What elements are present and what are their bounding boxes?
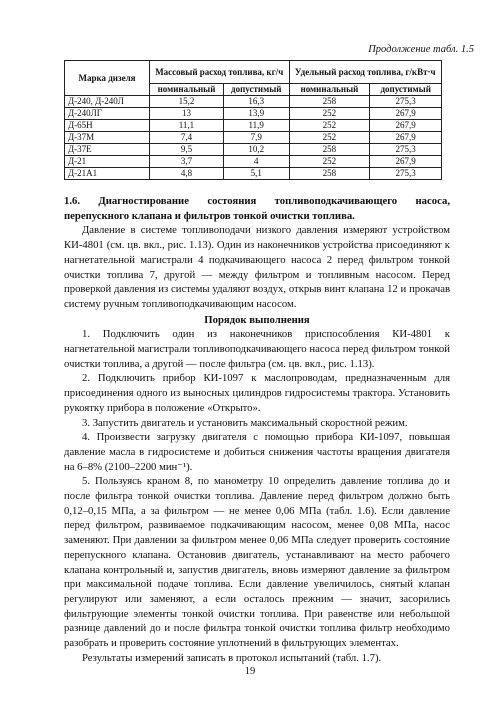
table-row: [65, 144, 442, 156]
cell-value: 267,9: [370, 120, 442, 132]
cell-value: 13,9: [223, 108, 289, 120]
cell-value: 275,3: [370, 144, 442, 156]
cell-brand: Д-240, Д-240Л: [65, 96, 150, 108]
header-mass-flow: Массовый расход топлива, кг/ч: [150, 61, 290, 84]
page-number: 19: [244, 666, 256, 677]
cell-value: 10,2: [223, 144, 289, 156]
subheader-allowable: допустимый: [370, 84, 442, 96]
table-row: [65, 168, 442, 180]
cell-value: 252: [289, 132, 370, 144]
cell-value: 252: [289, 156, 370, 168]
step-3: 3. Запустить двигатель и установить максимальный скоростной режим.: [82, 416, 408, 429]
cell-brand: Д-65Н: [65, 120, 150, 132]
cell-value: 15,2: [150, 96, 224, 108]
cell-brand: Д-21А1: [65, 168, 150, 180]
table-row: [65, 120, 442, 132]
cell-brand: Д-240ЛГ: [65, 108, 150, 120]
subheader-allowable: допустимый: [223, 84, 289, 96]
section-heading: 1.6. Диагностирование состояния топливоподкачивающего насоса, перепускного клапана и фильтров тонкой очистки топлива.: [64, 195, 450, 222]
cell-value: 252: [289, 120, 370, 132]
intro-paragraph: Давление в системе топливоподачи низкого давления измеряют устройством КИ-4801 (см. цв. вкл., рис. 1.13). Один из наконечников устройства присоединяют к нагнетательной магистрали 4 подкачивающего насоса 2 перед фильтром тонкой очистки топлива 7, другой — между фильтром и топливным насосом. Перед проверкой давления из системы удаляют воздух, открыв винт клапана 12 и прокачав систему ручным топливоподкачивающим насосом.: [64, 224, 450, 310]
table-header-row: [65, 61, 442, 84]
cell-brand: Д-37М: [65, 132, 150, 144]
cell-value: 258: [289, 168, 370, 180]
cell-value: 9,5: [150, 144, 224, 156]
cell-value: 13: [150, 108, 224, 120]
step-5: 5. Пользуясь краном 8, по манометру 10 определить давление топлива до и после фильтра тонкой очистки топлива. Давление перед фильтром должно быть 0,12–0,15 МПа, а за фильтром — не менее 0,06 МПа (табл. 1.6). Если давление перед фильтром, развиваемое подкачивающим насосом, менее 0,08 МПа, насос заменяют. При давлении за фильтром менее 0,06 МПа следует проверить состояние перепускного клапана. Остановив двигатель, устанавливают на место рабочего клапана контрольный и, запустив двигатель, вновь измеряют давление за фильтром при максимальной подаче топлива. Если давление увеличилось, снятый клапан регулируют или заменяют, а если осталось прежним — значит, засорились фильтрующие элементы тонкой очистки топлива. При равенстве или небольшой разнице давлений до и после фильтра тонкой очистки топлива фильтр необходимо разобрать и проверить состояние уплотнений в фильтрующих элементах.: [64, 475, 450, 650]
final-paragraph: Результаты измерений записать в протокол испытаний (табл. 1.7).: [82, 651, 382, 664]
procedure-subheading: Порядок выполнения: [204, 313, 310, 326]
cell-value: 267,9: [370, 156, 442, 168]
cell-value: 4: [223, 156, 289, 168]
cell-value: 16,3: [223, 96, 289, 108]
table-continuation-label: Продолжение табл. 1.5: [368, 44, 474, 55]
header-specific-flow: Удельный расход топлива, г/кВт·ч: [289, 61, 442, 84]
cell-value: 267,9: [370, 108, 442, 120]
step-1: 1. Подключить один из наконечников приспособления КИ-4801 к нагнетательной магистрали топливоподкачивающего насоса перед фильтром тонкой очистки топлива, а другой — после фильтра (см. цв. вкл., рис. 1.13).: [64, 328, 450, 370]
cell-value: 275,3: [370, 96, 442, 108]
header-brand: Марка дизеля: [65, 61, 150, 96]
table-row: [65, 156, 442, 168]
cell-value: 5,1: [223, 168, 289, 180]
cell-value: 7,9: [223, 132, 289, 144]
subheader-nominal: номинальный: [150, 84, 224, 96]
cell-value: 7,4: [150, 132, 224, 144]
cell-value: 258: [289, 96, 370, 108]
table-row: [65, 96, 442, 108]
step-2: 2. Подключить прибор КИ-1097 к маслопроводам, предназначенным для присоединения одного из выносных цилиндров гидросистемы трактора. Установить рукоятку прибора в положение «Открыто».: [64, 372, 450, 414]
cell-value: 275,3: [370, 168, 442, 180]
cell-value: 258: [289, 144, 370, 156]
cell-value: 4,8: [150, 168, 224, 180]
table-row: [65, 132, 442, 144]
cell-value: 11,9: [223, 120, 289, 132]
cell-brand: Д-21: [65, 156, 150, 168]
table-row: [65, 108, 442, 120]
table-body: [65, 96, 442, 180]
cell-value: 252: [289, 108, 370, 120]
cell-value: 3,7: [150, 156, 224, 168]
subheader-nominal: номинальный: [289, 84, 370, 96]
step-4: 4. Произвести загрузку двигателя с помощью прибора КИ-1097, повышая давление масла в гидросистеме и добиться снижения частоты вращения двигателя на 6–8% (2100–2200 мин⁻¹).: [64, 431, 450, 473]
text-body: [64, 194, 450, 666]
diesel-fuel-table: [64, 60, 442, 180]
cell-value: 11,1: [150, 120, 224, 132]
cell-value: 267,9: [370, 132, 442, 144]
cell-brand: Д-37Е: [65, 144, 150, 156]
